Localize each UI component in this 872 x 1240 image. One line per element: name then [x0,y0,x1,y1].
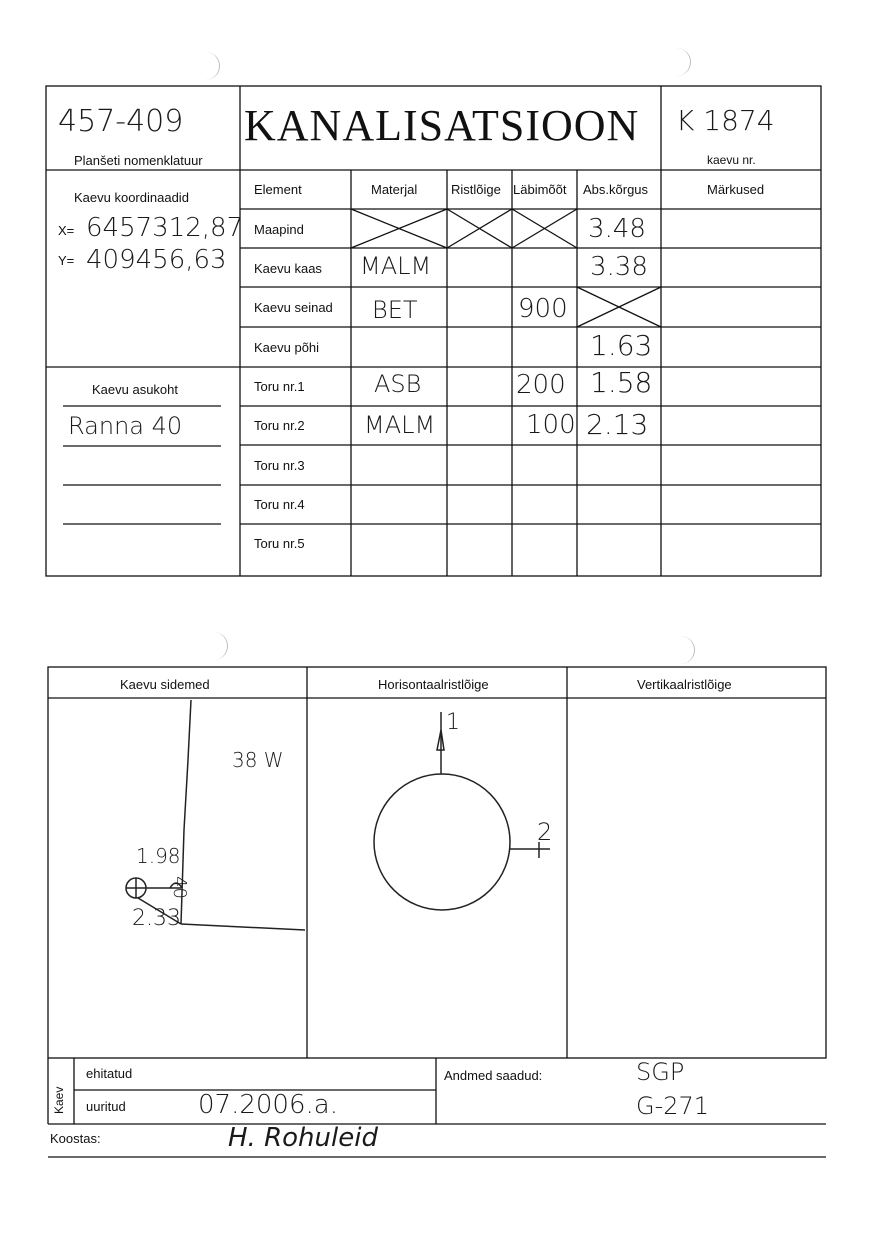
location-value: Ranna 40 [68,412,183,440]
coords-label: Kaevu koordinaadid [74,190,189,205]
header-labimoot: Läbimõõt [513,182,567,197]
kaev-label: Kaev [52,1086,66,1114]
cell-abs-korgus: 3.38 [590,252,648,282]
sketch-label-233: 2.33 [132,906,181,931]
row-element: Toru nr.5 [254,536,305,551]
row-element: Toru nr.4 [254,497,305,512]
horizontal-section-drawing [374,712,553,910]
row-element: Maapind [254,222,304,237]
y-coordinate: 409456,63 [86,245,227,275]
uuritud-value: 07.2006.a. [198,1090,338,1120]
koostas-label: Koostas: [50,1131,101,1146]
cell-materjal: BET [372,296,418,324]
cell-abs-korgus: 1.58 [590,366,653,399]
cell-labimoot: 100 [526,410,576,440]
row-element: Kaevu põhi [254,340,320,355]
x-coordinate: 6457312,87 [86,213,244,243]
sketch-label-40: 40 [169,876,190,899]
row-element: Toru nr.1 [254,379,305,394]
cell-labimoot: 900 [518,294,568,324]
y-prefix: Y= [58,253,75,268]
header-materjal: Materjal [371,182,418,197]
cell-materjal: MALM [364,411,436,439]
row-element: Toru nr.2 [254,418,305,433]
uuritud-label: uuritud [86,1099,126,1114]
header-element: Element [254,182,302,197]
x-prefix: X= [58,223,75,238]
pipe2-label: 2 [537,818,553,846]
header-kaevu-sidemed: Kaevu sidemed [120,677,210,692]
cell-abs-korgus: 3.48 [588,214,646,244]
row-element: Kaevu seinad [254,300,333,315]
header-abs-korgus: Abs.kõrgus [583,182,649,197]
header-vertikaalristloige: Vertikaalristlõige [637,677,732,692]
location-sketch [126,700,305,930]
andmed-value-1: SGP [636,1058,685,1086]
plan-number: 457-409 [58,104,184,139]
cell-materjal: MALM [360,252,432,280]
cell-abs-korgus: 1.63 [590,329,653,362]
location-label: Kaevu asukoht [92,382,179,397]
cell-labimoot: 200 [516,370,566,400]
row-element: Kaevu kaas [254,261,322,276]
form-title: KANALISATSIOON [244,101,640,150]
well-label: kaevu nr. [707,153,756,167]
sketch-label-198: 1.98 [136,844,181,868]
andmed-value-2: G-271 [636,1092,710,1120]
koostas-signature: H. Rohuleid [228,1123,378,1153]
pipe1-label: 1 [446,710,460,735]
cell-materjal: ASB [374,370,422,398]
ehitatud-label: ehitatud [86,1066,133,1081]
sketch-label-38w: 38 W [232,748,284,772]
header-ristloige: Ristlõige [451,182,501,197]
andmed-label: Andmed saadud: [444,1068,543,1083]
row-element: Toru nr.3 [254,458,305,473]
header-markused: Märkused [707,182,765,197]
header-horisontaalristloige: Horisontaalristlõige [378,677,489,692]
cell-abs-korgus: 2.13 [586,408,649,441]
plan-label: Planšeti nomenklatuur [74,153,203,168]
well-number: K 1874 [676,104,775,137]
